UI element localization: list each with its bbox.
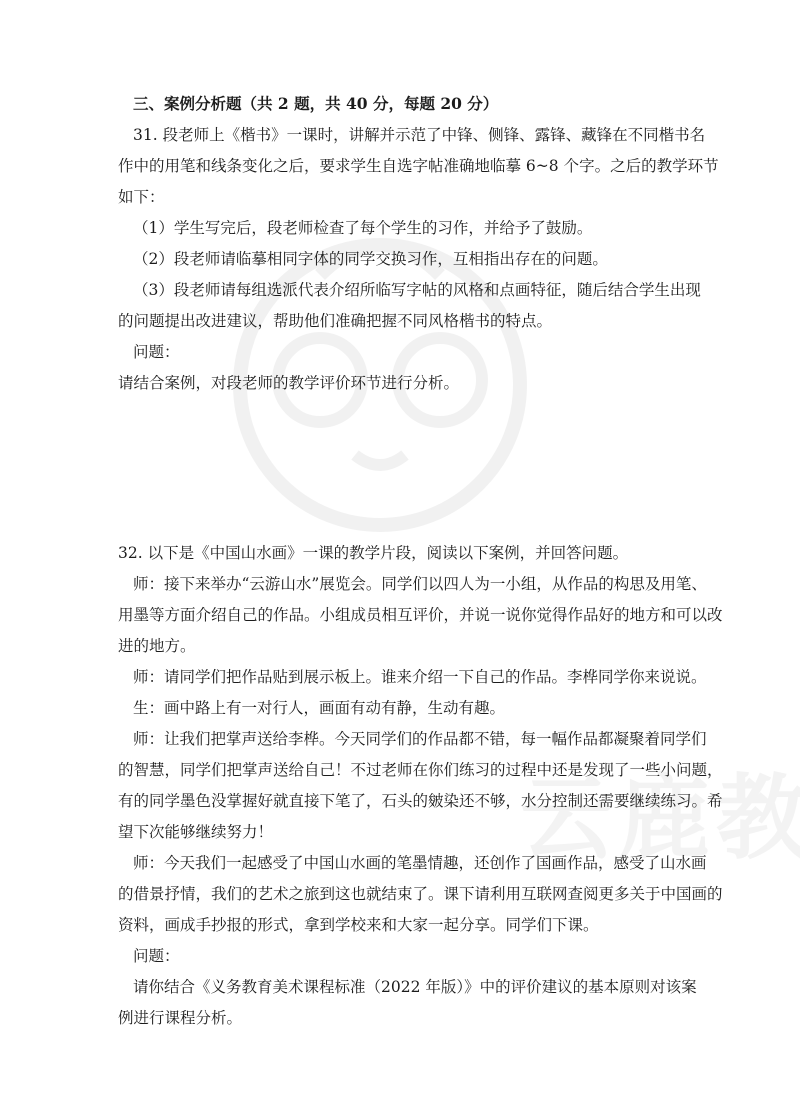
q32-line: 师：今天我们一起感受了中国山水画的笔墨情趣，还创作了国画作品，感受了山水画 [133,854,707,872]
q31-line: （3）段老师请每组选派代表介绍所临写字帖的风格和点画特征，随后结合学生出现 [133,281,701,299]
q31-line: 作中的用笔和线条变化之后，要求学生自选字帖准确地临摹 6~8 个字。之后的教学环节 [118,157,719,175]
q32-line: 师：接下来举办“云游山水”展览会。同学们以四人为一小组，从作品的构思及用笔、 [133,575,707,593]
q31-line: （2）段老师请临摹相同字体的同学交换习作，互相指出存在的问题。 [133,250,608,268]
q32-question-label: 问题： [133,947,180,965]
q32-line: 师：请同学们把作品贴到展示板上。谁来介绍一下自己的作品。李桦同学你来说说。 [133,668,707,686]
q32-line: 用墨等方面介绍自己的作品。小组成员相互评价，并说一说你觉得作品好的地方和可以改 [118,606,723,624]
q31-line: （1）学生写完后，段老师检查了每个学生的习作，并给予了鼓励。 [133,219,593,237]
q31-line: 31. 段老师上《楷书》一课时，讲解并示范了中锋、侧锋、露锋、藏锋在不同楷书名 [133,126,706,144]
q32-line: 的借景抒情，我们的艺术之旅到这也就结束了。课下请利用互联网查阅更多关于中国画的 [118,885,723,903]
q31-line: 的问题提出改进建议，帮助他们准确把握不同风格楷书的特点。 [118,312,553,330]
q32-line: 资料，画成手抄报的形式，拿到学校来和大家一起分享。同学们下课。 [118,916,599,934]
q32-line: 望下次能够继续努力！ [118,823,274,841]
q32-line: 生：画中路上有一对行人，画面有动有静，生动有趣。 [133,699,506,717]
q31-question-label: 问题： [133,343,180,361]
q32-line: 有的同学墨色没掌握好就直接下笔了，石头的皴染还不够，水分控制还需要继续练习。希 [118,792,723,810]
q32-line: 32. 以下是《中国山水画》一课的教学片段，阅读以下案例，并回答问题。 [118,544,629,562]
q31-line: 如下： [118,188,165,206]
q32-question-text: 例进行课程分析。 [118,1009,243,1027]
section-heading: 三、案例分析题（共 2 题，共 40 分，每题 20 分） [133,94,499,113]
q32-line: 的智慧，同学们把掌声送给自己！不过老师在你们练习的过程中还是发现了一些小问题， [118,761,723,779]
q31-question-text: 请结合案例，对段老师的教学评价环节进行分析。 [118,374,460,392]
q32-line: 进的地方。 [118,637,196,655]
q32-line: 师：让我们把掌声送给李桦。今天同学们的作品都不错，每一幅作品都凝聚着同学们 [133,730,707,748]
q32-question-text: 请你结合《义务教育美术课程标准（2022 年版）》中的评价建议的基本原则对该案 [133,978,697,996]
